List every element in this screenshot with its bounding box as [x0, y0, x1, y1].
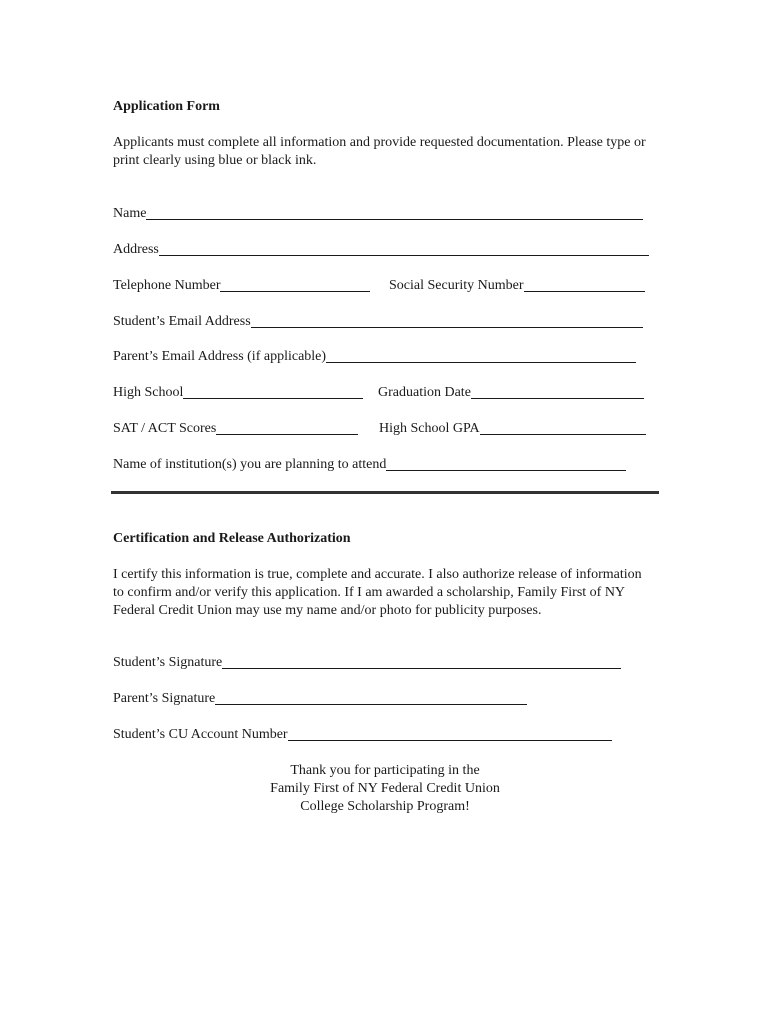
closing-message	[200, 762, 570, 816]
account-number-input-line[interactable]	[288, 740, 612, 741]
high-school-label: High School	[113, 385, 184, 400]
address-label: Address	[113, 242, 159, 257]
parent-email-input-line[interactable]	[326, 362, 636, 363]
high-school-field	[113, 384, 363, 402]
account-number-label: Student’s CU Account Number	[113, 727, 288, 742]
certification-title: Certification and Release Authorization	[113, 531, 351, 546]
institution-input-line[interactable]	[386, 470, 626, 471]
account-number-field	[113, 726, 612, 744]
graduation-date-field	[378, 384, 644, 402]
parent-signature-input-line[interactable]	[215, 704, 527, 705]
ssn-label: Social Security Number	[389, 278, 524, 293]
scores-input-line[interactable]	[216, 434, 358, 435]
student-signature-input-line[interactable]	[222, 668, 621, 669]
student-email-field	[113, 313, 643, 331]
name-label: Name	[113, 206, 147, 221]
gpa-field	[379, 420, 646, 438]
institution-label: Name of institution(s) you are planning to attend	[113, 457, 387, 472]
closing-line-2: Family First of NY Federal Credit Union	[270, 781, 500, 796]
graduation-date-input-line[interactable]	[471, 398, 644, 399]
graduation-date-label: Graduation Date	[378, 385, 471, 400]
scores-field	[113, 420, 358, 438]
institution-field	[113, 456, 626, 474]
student-signature-field	[113, 654, 621, 672]
parent-signature-label: Parent’s Signature	[113, 691, 216, 706]
student-signature-label: Student’s Signature	[113, 655, 223, 670]
closing-line-3: College Scholarship Program!	[300, 799, 470, 814]
parent-signature-field	[113, 690, 527, 708]
name-input-line[interactable]	[146, 219, 643, 220]
parent-email-label: Parent’s Email Address (if applicable)	[113, 349, 327, 364]
telephone-field	[113, 277, 370, 295]
scores-label: SAT / ACT Scores	[113, 421, 217, 436]
high-school-input-line[interactable]	[183, 398, 363, 399]
section-divider	[111, 491, 659, 494]
form-instructions: Applicants must complete all information and provide requested documentation. Please type or print clearly using blue or black ink.	[113, 135, 646, 168]
gpa-label: High School GPA	[379, 421, 480, 436]
telephone-label: Telephone Number	[113, 278, 221, 293]
form-title: Application Form	[113, 99, 220, 114]
address-field	[113, 241, 649, 259]
parent-email-field	[113, 348, 636, 366]
name-field	[113, 205, 643, 223]
ssn-field	[389, 277, 645, 295]
student-email-input-line[interactable]	[251, 327, 643, 328]
address-input-line[interactable]	[159, 255, 649, 256]
student-email-label: Student’s Email Address	[113, 314, 251, 329]
closing-line-1: Thank you for participating in the	[290, 763, 480, 778]
telephone-input-line[interactable]	[220, 291, 370, 292]
gpa-input-line[interactable]	[480, 434, 646, 435]
certification-statement: I certify this information is true, complete and accurate. I also authorize release of information to confirm and/or verify this application. If I am awarded a scholarship, Family First of NY Federal Credit Union may use my name and/or photo for publicity purposes.	[113, 567, 642, 618]
ssn-input-line[interactable]	[524, 291, 645, 292]
